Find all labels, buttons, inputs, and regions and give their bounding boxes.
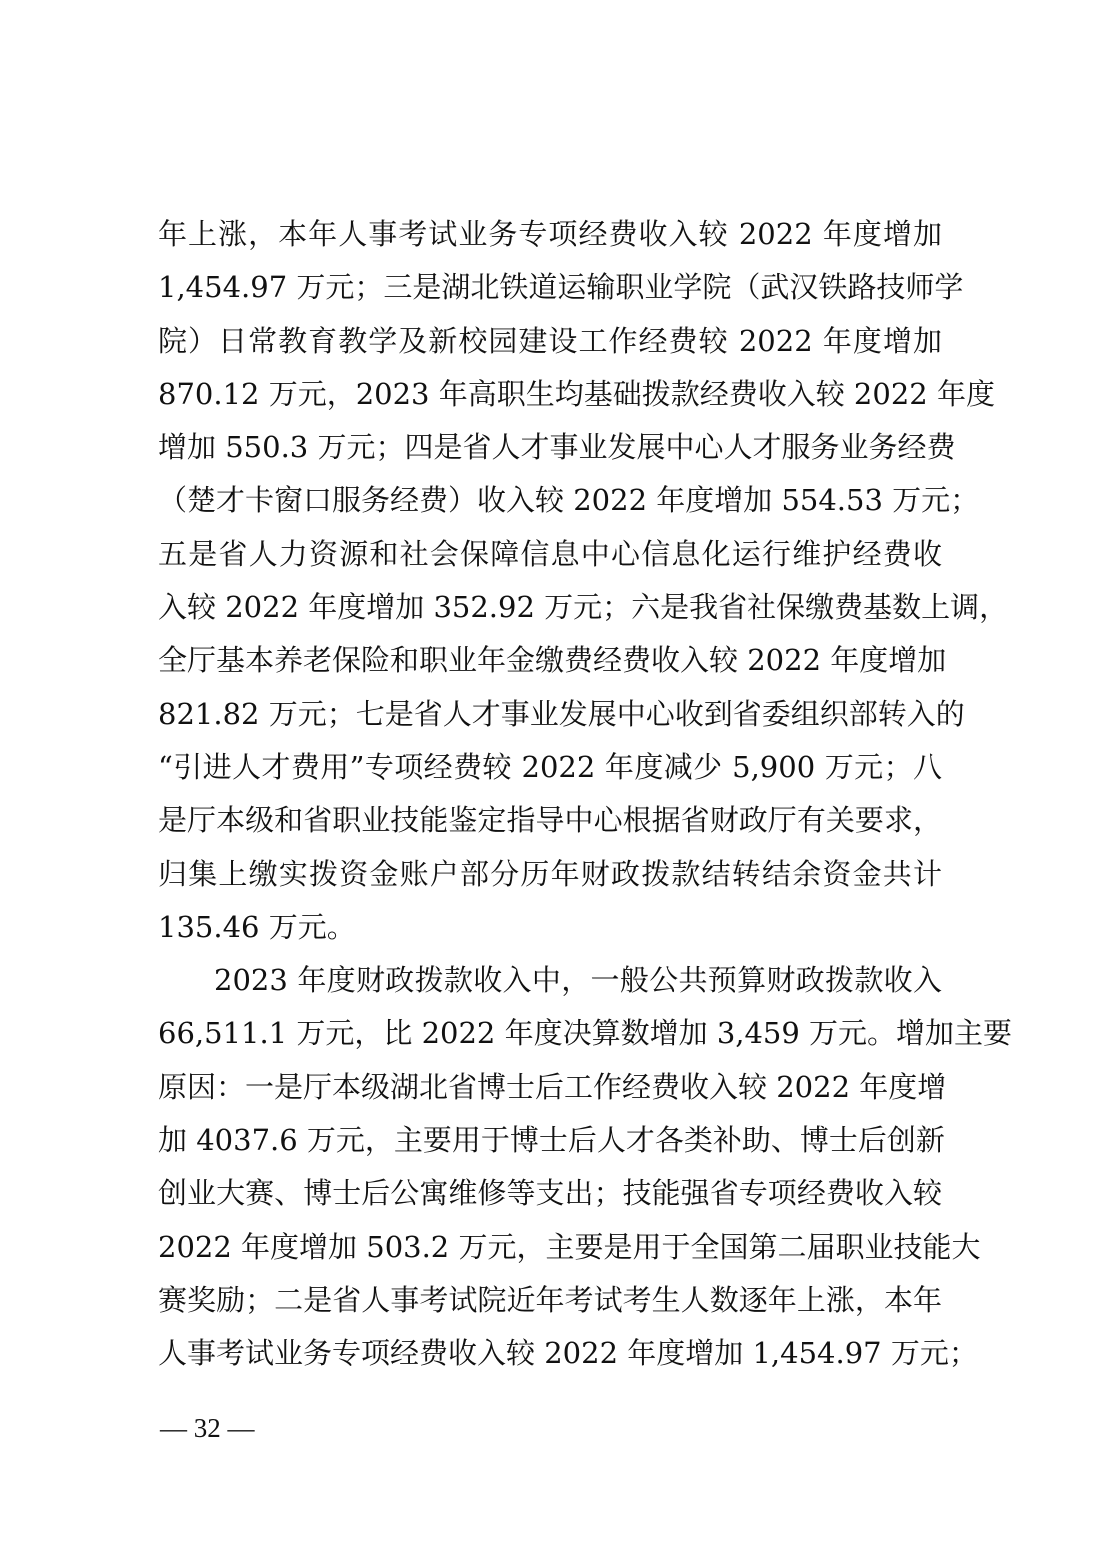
text-line: 年上涨，本年人事考试业务专项经费收入较 2022 年度增加 bbox=[158, 217, 942, 251]
text-line: 赛奖励；二是省人事考试院近年考试考生人数逐年上涨，本年 bbox=[158, 1282, 942, 1317]
text-line: 加 4037.6 万元，主要用于博士后人才各类补助、博士后创新 bbox=[158, 1123, 945, 1158]
text-line: 创业大赛、博士后公寓维修等支出；技能强省专项经费收入较 bbox=[158, 1176, 942, 1211]
text-line: 归集上缴实拨资金账户部分历年财政拨款结转结余资金共计 bbox=[158, 856, 942, 891]
text-line: 人事考试业务专项经费收入较 2022 年度增加 1,454.97 万元； bbox=[158, 1336, 978, 1371]
text-line: 870.12 万元，2023 年高职生均基础拨款经费收入较 2022 年度 bbox=[158, 376, 995, 411]
text-line: 2022 年度增加 503.2 万元，主要是用于全国第二届职业技能大 bbox=[158, 1229, 981, 1264]
text-line: 全厅基本养老保险和职业年金缴费经费收入较 2022 年度增加 bbox=[158, 643, 947, 678]
text-line: 821.82 万元；七是省人才事业发展中心收到省委组织部转入的 bbox=[158, 696, 965, 731]
text-line: （楚才卡窗口服务经费）收入较 2022 年度增加 554.53 万元； bbox=[158, 483, 980, 518]
text-line: 1,454.97 万元；三是湖北铁道运输职业学院（武汉铁路技师学 bbox=[158, 270, 964, 305]
text-line: 五是省人力资源和社会保障信息中心信息化运行维护经费收 bbox=[158, 536, 942, 571]
body-text bbox=[158, 208, 1013, 1381]
text-line: 135.46 万元。 bbox=[158, 909, 356, 944]
paragraph-1 bbox=[158, 208, 1009, 954]
text-line: 是厅本级和省职业技能鉴定指导中心根据省财政厅有关要求， bbox=[158, 803, 942, 838]
text-line: “引进人才费用”专项经费较 2022 年度减少 5,900 万元；八 bbox=[158, 749, 942, 784]
text-line: 66,511.1 万元，比 2022 年度决算数增加 3,459 万元。增加主要 bbox=[158, 1016, 1013, 1051]
text-line: 入较 2022 年度增加 352.92 万元；六是我省社保缴费基数上调， bbox=[158, 590, 1009, 625]
text-line: 原因：一是厅本级湖北省博士后工作经费收入较 2022 年度增 bbox=[158, 1069, 947, 1104]
text-line: 2023 年度财政拨款收入中，一般公共预算财政拨款收入 bbox=[214, 963, 942, 998]
text-line: 院）日常教育教学及新校园建设工作经费较 2022 年度增加 bbox=[158, 323, 942, 358]
paragraph-2 bbox=[158, 954, 1013, 1380]
text-line: 增加 550.3 万元；四是省人才事业发展中心人才服务业务经费 bbox=[158, 430, 956, 465]
page-number: — 32 — bbox=[160, 1413, 255, 1443]
